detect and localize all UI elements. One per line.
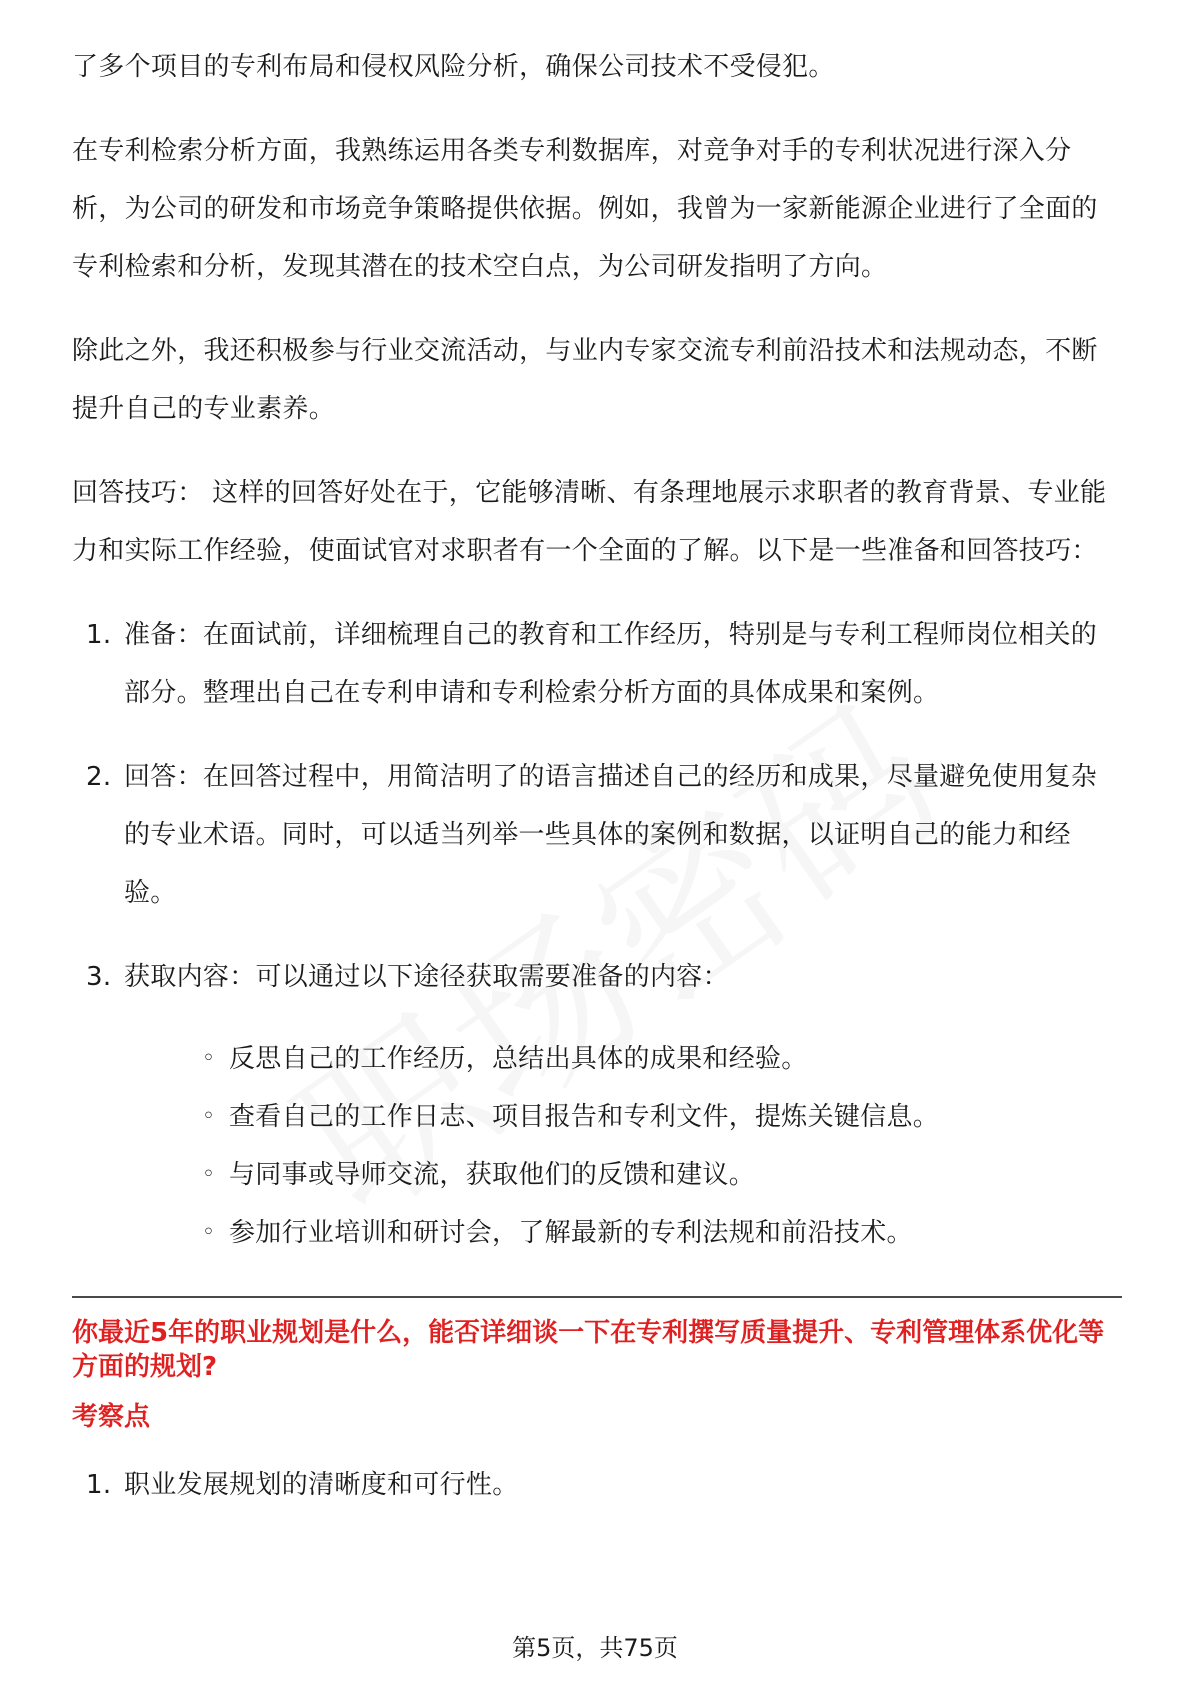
section-label: 考察点	[72, 1402, 151, 1432]
tip-item	[72, 748, 1122, 922]
tip-text: 获取内容：可以通过以下途径获取需要准备的内容：	[124, 962, 729, 992]
source-text: 反思自己的工作经历，总结出具体的成果和经验。	[229, 1044, 808, 1074]
source-text: 与同事或导师交流，获取他们的反馈和建议。	[229, 1160, 756, 1190]
paragraph-1: 了多个项目的专利布局和侵权风险分析，确保公司技术不受侵犯。	[72, 52, 835, 82]
tips-list	[72, 606, 1122, 1262]
source-text: 查看自己的工作日志、项目报告和专利文件，提炼关键信息。	[229, 1102, 940, 1132]
list-number: 3.	[86, 962, 112, 992]
bullet-icon: ◦	[202, 1162, 216, 1187]
source-item	[124, 1204, 1122, 1262]
point-text: 职业发展规划的清晰度和可行性。	[124, 1470, 519, 1500]
page-content	[72, 38, 1122, 1540]
page-footer: 第5页，共75页	[512, 1634, 678, 1662]
source-item	[124, 1030, 1122, 1088]
paragraph-3: 除此之外，我还积极参与行业交流活动，与业内专家交流专利前沿技术和法规动态，不断提升自己的专业素养。	[72, 336, 1098, 424]
tip-item	[72, 948, 1122, 1262]
list-number: 1.	[86, 620, 112, 650]
tip-item	[72, 606, 1122, 722]
question-heading: 你最近5年的职业规划是什么，能否详细谈一下在专利撰写质量提升、专利管理体系优化等方面的规划?	[72, 1318, 1105, 1382]
section-divider	[72, 1296, 1122, 1298]
source-item	[124, 1146, 1122, 1204]
source-text: 参加行业培训和研讨会，了解最新的专利法规和前沿技术。	[229, 1218, 913, 1248]
bullet-icon: ◦	[202, 1220, 216, 1245]
bullet-icon: ◦	[202, 1046, 216, 1071]
points-list	[72, 1456, 1122, 1514]
source-item	[124, 1088, 1122, 1146]
bullet-icon: ◦	[202, 1104, 216, 1129]
list-number: 1.	[86, 1470, 112, 1500]
paragraph-2: 在专利检索分析方面，我熟练运用各类专利数据库，对竞争对手的专利状况进行深入分析，为公司的研发和市场竞争策略提供依据。例如，我曾为一家新能源企业进行了全面的专利检索和分析，发现其潜在的技术空白点，为公司研发指明了方向。	[72, 136, 1098, 282]
sources-list	[124, 1030, 1122, 1262]
paragraph-4: 回答技巧： 这样的回答好处在于，它能够清晰、有条理地展示求职者的教育背景、专业能力和实际工作经验，使面试官对求职者有一个全面的了解。以下是一些准备和回答技巧：	[72, 478, 1107, 566]
point-item	[72, 1456, 1122, 1514]
tip-text: 准备：在面试前，详细梳理自己的教育和工作经历，特别是与专利工程师岗位相关的部分。整理出自己在专利申请和专利检索分析方面的具体成果和案例。	[124, 620, 1098, 708]
tip-text: 回答：在回答过程中，用简洁明了的语言描述自己的经历和成果，尽量避免使用复杂的专业术语。同时，可以适当列举一些具体的案例和数据，以证明自己的能力和经验。	[124, 762, 1098, 908]
list-number: 2.	[86, 762, 112, 792]
